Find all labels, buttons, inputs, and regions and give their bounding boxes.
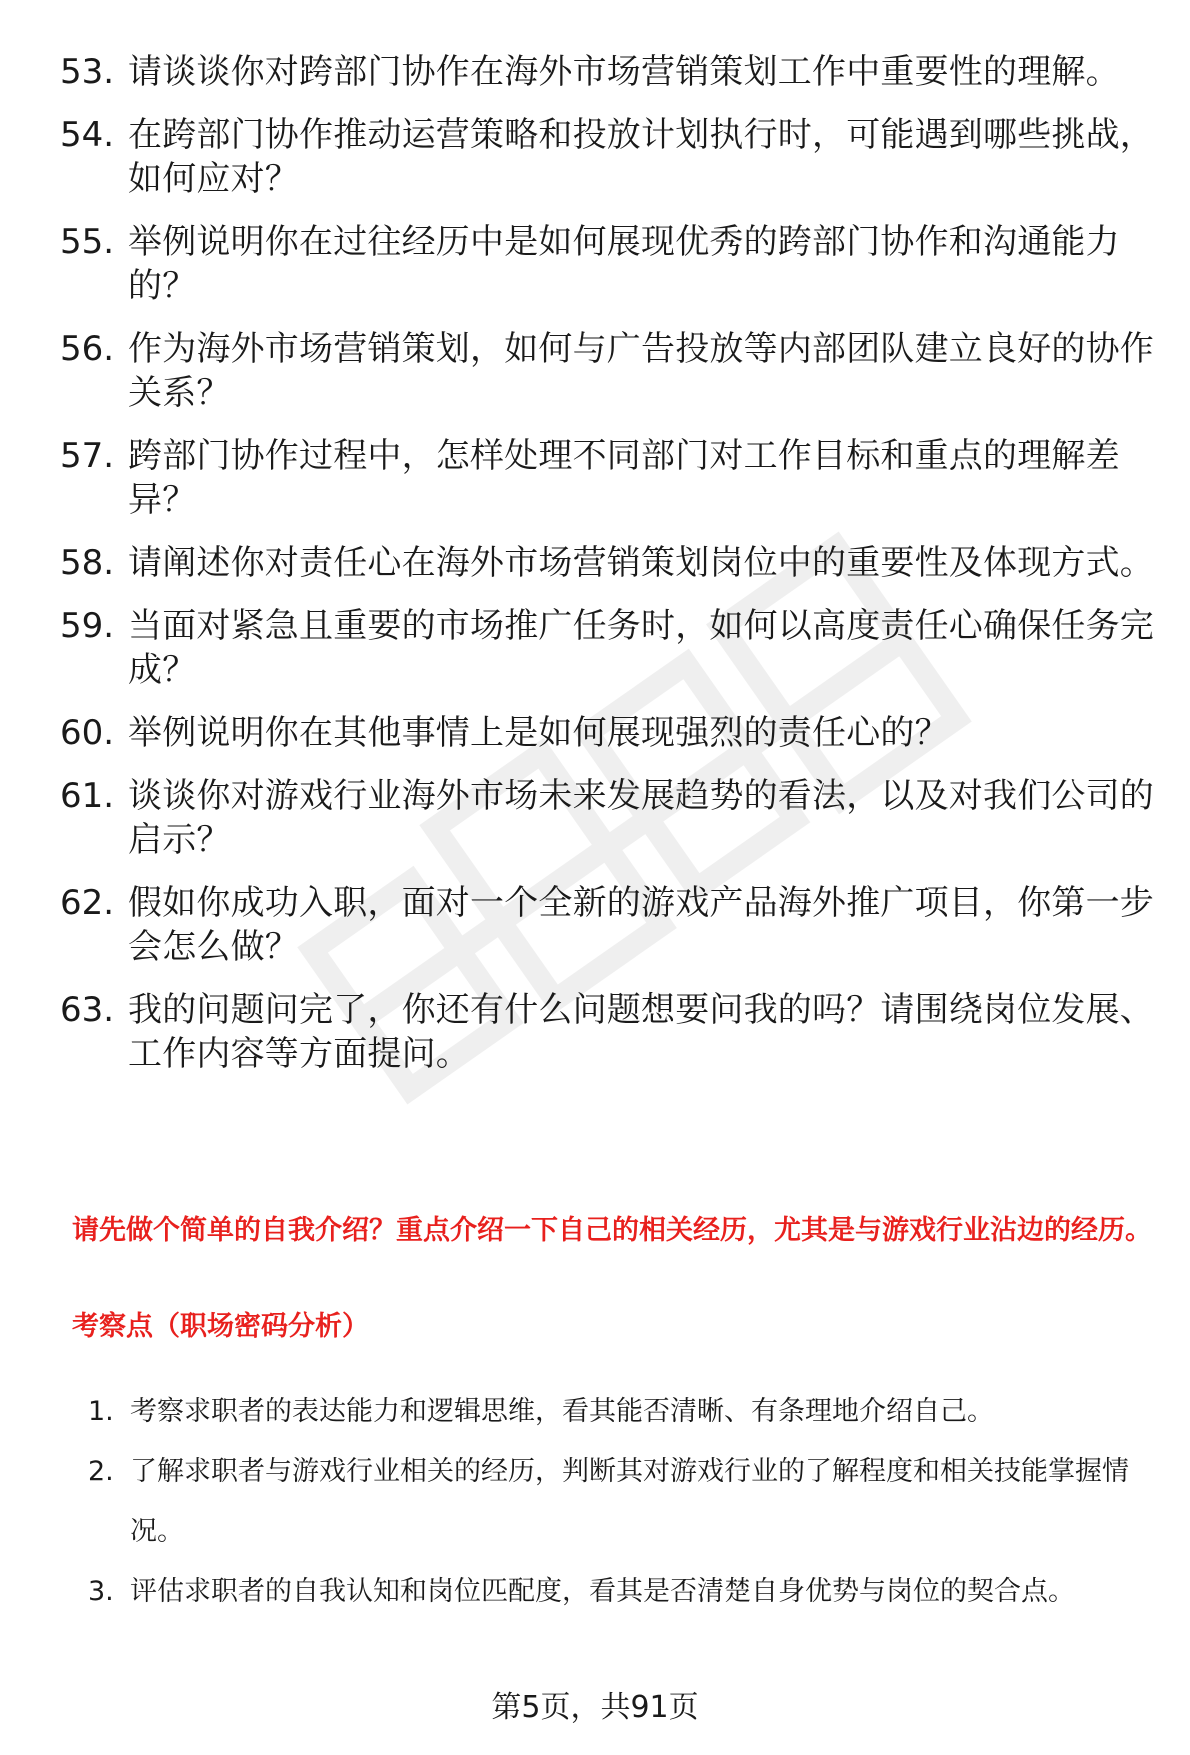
question-item xyxy=(60,50,1160,94)
question-item xyxy=(60,220,1160,308)
question-item xyxy=(60,434,1160,522)
analysis-point xyxy=(88,1442,1148,1562)
question-text: 在跨部门协作推动运营策略和投放计划执行时，可能遇到哪些挑战，如何应对？ xyxy=(128,115,1154,199)
question-text: 谈谈你对游戏行业海外市场未来发展趋势的看法，以及对我们公司的启示？ xyxy=(128,776,1154,860)
question-item xyxy=(60,327,1160,415)
question-number: 57. xyxy=(60,436,115,476)
question-number: 59. xyxy=(60,606,115,646)
page-number-footer: 第5页，共91页 xyxy=(491,1690,699,1725)
question-text: 请阐述你对责任心在海外市场营销策划岗位中的重要性及体现方式。 xyxy=(128,543,1154,583)
question-number: 58. xyxy=(60,543,115,583)
question-number: 63. xyxy=(60,990,115,1030)
point-text: 考察求职者的表达能力和逻辑思维，看其能否清晰、有条理地介绍自己。 xyxy=(130,1396,994,1427)
question-number: 60. xyxy=(60,713,115,753)
point-number: 1. xyxy=(88,1396,114,1427)
analysis-point xyxy=(88,1382,1148,1442)
question-number: 62. xyxy=(60,883,115,923)
question-text: 假如你成功入职，面对一个全新的游戏产品海外推广项目，你第一步会怎么做？ xyxy=(128,883,1154,967)
question-text: 当面对紧急且重要的市场推广任务时，如何以高度责任心确保任务完成？ xyxy=(128,606,1154,690)
question-number: 55. xyxy=(60,222,115,262)
question-text: 作为海外市场营销策划，如何与广告投放等内部团队建立良好的协作关系？ xyxy=(128,329,1154,413)
point-number: 2. xyxy=(88,1456,114,1487)
question-item xyxy=(60,881,1160,969)
question-item xyxy=(60,711,1160,755)
analysis-point xyxy=(88,1562,1148,1622)
question-number: 53. xyxy=(60,52,115,92)
question-number: 56. xyxy=(60,329,115,369)
question-list xyxy=(60,50,1160,1095)
question-item xyxy=(60,113,1160,201)
question-item xyxy=(60,541,1160,585)
highlight-question: 请先做个简单的自我介绍？重点介绍一下自己的相关经历，尤其是与游戏行业沾边的经历。 xyxy=(72,1215,1152,1246)
question-text: 跨部门协作过程中，怎样处理不同部门对工作目标和重点的理解差异？ xyxy=(128,436,1120,520)
question-item xyxy=(60,774,1160,862)
point-text: 了解求职者与游戏行业相关的经历，判断其对游戏行业的了解程度和相关技能掌握情况。 xyxy=(130,1456,1129,1547)
question-text: 举例说明你在过往经历中是如何展现优秀的跨部门协作和沟通能力的？ xyxy=(128,222,1120,306)
question-text: 请谈谈你对跨部门协作在海外市场营销策划工作中重要性的理解。 xyxy=(128,52,1120,92)
question-number: 54. xyxy=(60,115,115,155)
point-number: 3. xyxy=(88,1576,114,1607)
point-text: 评估求职者的自我认知和岗位匹配度，看其是否清楚自身优势与岗位的契合点。 xyxy=(130,1576,1075,1607)
question-item xyxy=(60,604,1160,692)
question-item xyxy=(60,988,1160,1076)
analysis-point-list xyxy=(88,1382,1148,1622)
analysis-heading: 考察点（职场密码分析） xyxy=(72,1311,369,1342)
question-text: 我的问题问完了，你还有什么问题想要问我的吗？请围绕岗位发展、工作内容等方面提问。 xyxy=(128,990,1154,1074)
question-text: 举例说明你在其他事情上是如何展现强烈的责任心的？ xyxy=(128,713,949,753)
question-number: 61. xyxy=(60,776,115,816)
